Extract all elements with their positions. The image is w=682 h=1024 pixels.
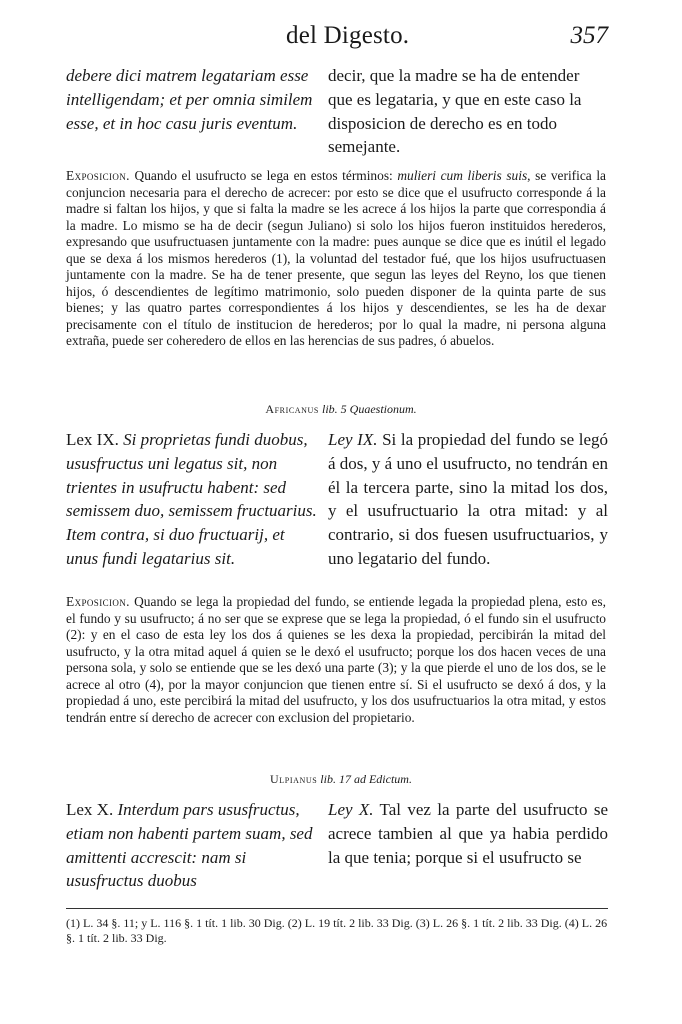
parallel-text-block-3 [66, 798, 608, 893]
spanish-text: Si la propiedad del fundo se legó á dos, y á uno el usufructo, no tendrán en él la tercera parte, sino la mitad los dos, y el usufructuario la otra mitad: y al contrario, si dos fuesen usufructuarios, y uno legatario del fundo. [328, 430, 608, 568]
exposicion-label: Exposicion. [66, 168, 130, 183]
lex-heading: Lex X. [66, 800, 114, 819]
latin-text: Si proprietas fundi duobus, ususfructus uni legatus sit, non trientes in usufructu habent: sed semissem duo, semissem fructuarius. Item contra, si duo fructuarij, et unus fundi legatarius sit. [66, 430, 317, 568]
source-work: lib. 5 Quaestionum. [321, 402, 417, 416]
exposicion-text: , se verifica la conjuncion necesaria para el derecho de acrecer: por esto se dice que el usufructo corresponde á la madre si faltan los hijos, y que si falta la madre se les acrece á los hijos la parte que correspondia á la madre. Lo mismo se ha de decir (segun Juliano) si solo los hijos fueron instituidos herederos, expresando que usufructuasen juntamente con la madre: pues aunque se dice que es inútil el legado que se dexa á los mismos herederos (1), la voluntad del testador fué, que los hijos usufructuasen juntamente con la madre. Se ha de tener presente, que segun las leyes del Reyno, los que tienen hijos, ó descendientes de legítimo matrimonio, solo pueden disponer de la quinta parte de sus bienes; y las quatro partes correspondientes á los hijos y descendientes, se les ha de dexar precisamente con el título de institucion de herederos; por lo qual la madre, ni persona alguna extraña, puede ser coheredero de ellos en las herencias de sus padres, ó abuelos. [66, 168, 606, 348]
spanish-column [328, 428, 608, 571]
parallel-text-block-2 [66, 428, 608, 571]
lex-heading: Lex IX. [66, 430, 119, 449]
source-citation-2 [0, 772, 682, 787]
source-work: lib. 17 ad Edictum. [320, 772, 412, 786]
latin-column [66, 798, 318, 893]
spanish-column [328, 798, 608, 893]
source-author: Africanus [265, 402, 319, 416]
exposicion-paragraph-1 [66, 168, 606, 350]
running-head: del Digesto. [286, 22, 410, 49]
latin-text: Interdum pars ususfructus, etiam non habenti partem suam, sed amittenti accrescit: nam si ususfructus duobus [66, 800, 313, 891]
spanish-text: decir, que la madre se ha de entender que es legataria, y que en este caso la disposicion de derecho es en todo semejante. [328, 66, 582, 157]
latin-column [66, 64, 318, 159]
footnotes [66, 916, 608, 946]
ley-heading: Ley IX. [328, 430, 378, 449]
exposicion-text: Quando el usufructo se lega en estos términos: [134, 168, 393, 183]
exposicion-paragraph-2 [66, 594, 606, 726]
footnote-divider [66, 908, 608, 909]
spanish-text: Tal vez la parte del usufructo se acrece tambien al que ya habia perdido la que tenia; porque si el usufructo se [328, 800, 608, 867]
latin-column [66, 428, 318, 571]
spanish-column [328, 64, 608, 159]
exposicion-label: Exposicion. [66, 594, 130, 609]
page-header [0, 20, 682, 56]
footnote-text: (1) L. 34 §. 11; y L. 116 §. 1 tít. 1 lib. 30 Dig. (2) L. 19 tít. 2 lib. 33 Dig. (3) L. 26 §. 1 tít. 2 lib. 33 Dig. (4) L. 26 §. 1 tít. 2 lib. 33 Dig. [66, 916, 608, 945]
parallel-text-block-1 [66, 64, 608, 159]
latin-text: debere dici matrem legatariam esse intelligendam; et per omnia similem esse, et in hoc casu juris eventum. [66, 66, 313, 133]
source-author: Ulpianus [270, 772, 318, 786]
latin-quote: mulieri cum liberis suis [397, 168, 528, 183]
page-number: 357 [570, 22, 608, 49]
exposicion-text: Quando se lega la propiedad del fundo, se entiende legada la propiedad plena, esto es, el fundo y su usufructo; á no ser que se exprese que se lega la propiedad, ó el fundo sin el usufructo (2): y en el caso de esta ley los dos á quienes se les dexa la propiedad, percibirán la mitad del usufructo, y la otra mitad aquel á quien se le dexó el usufructo; porque los dos hacen veces de una persona sola, y solo se entiende que se les dexó una parte (3); y la que pierde el uno de los dos, se le acrece al otro (4), por la mayor conjuncion que tienen entre sí. Si el usufructo se dexó á dos, y la propiedad á uno, este percibirá la mitad del usufructo, y los dos usufructuarios la otra mitad, y estos tendrán entre sí derecho de acrecer con exclusion del propietario. [66, 594, 606, 725]
ley-heading: Ley X. [328, 800, 374, 819]
source-citation-1 [0, 402, 682, 417]
